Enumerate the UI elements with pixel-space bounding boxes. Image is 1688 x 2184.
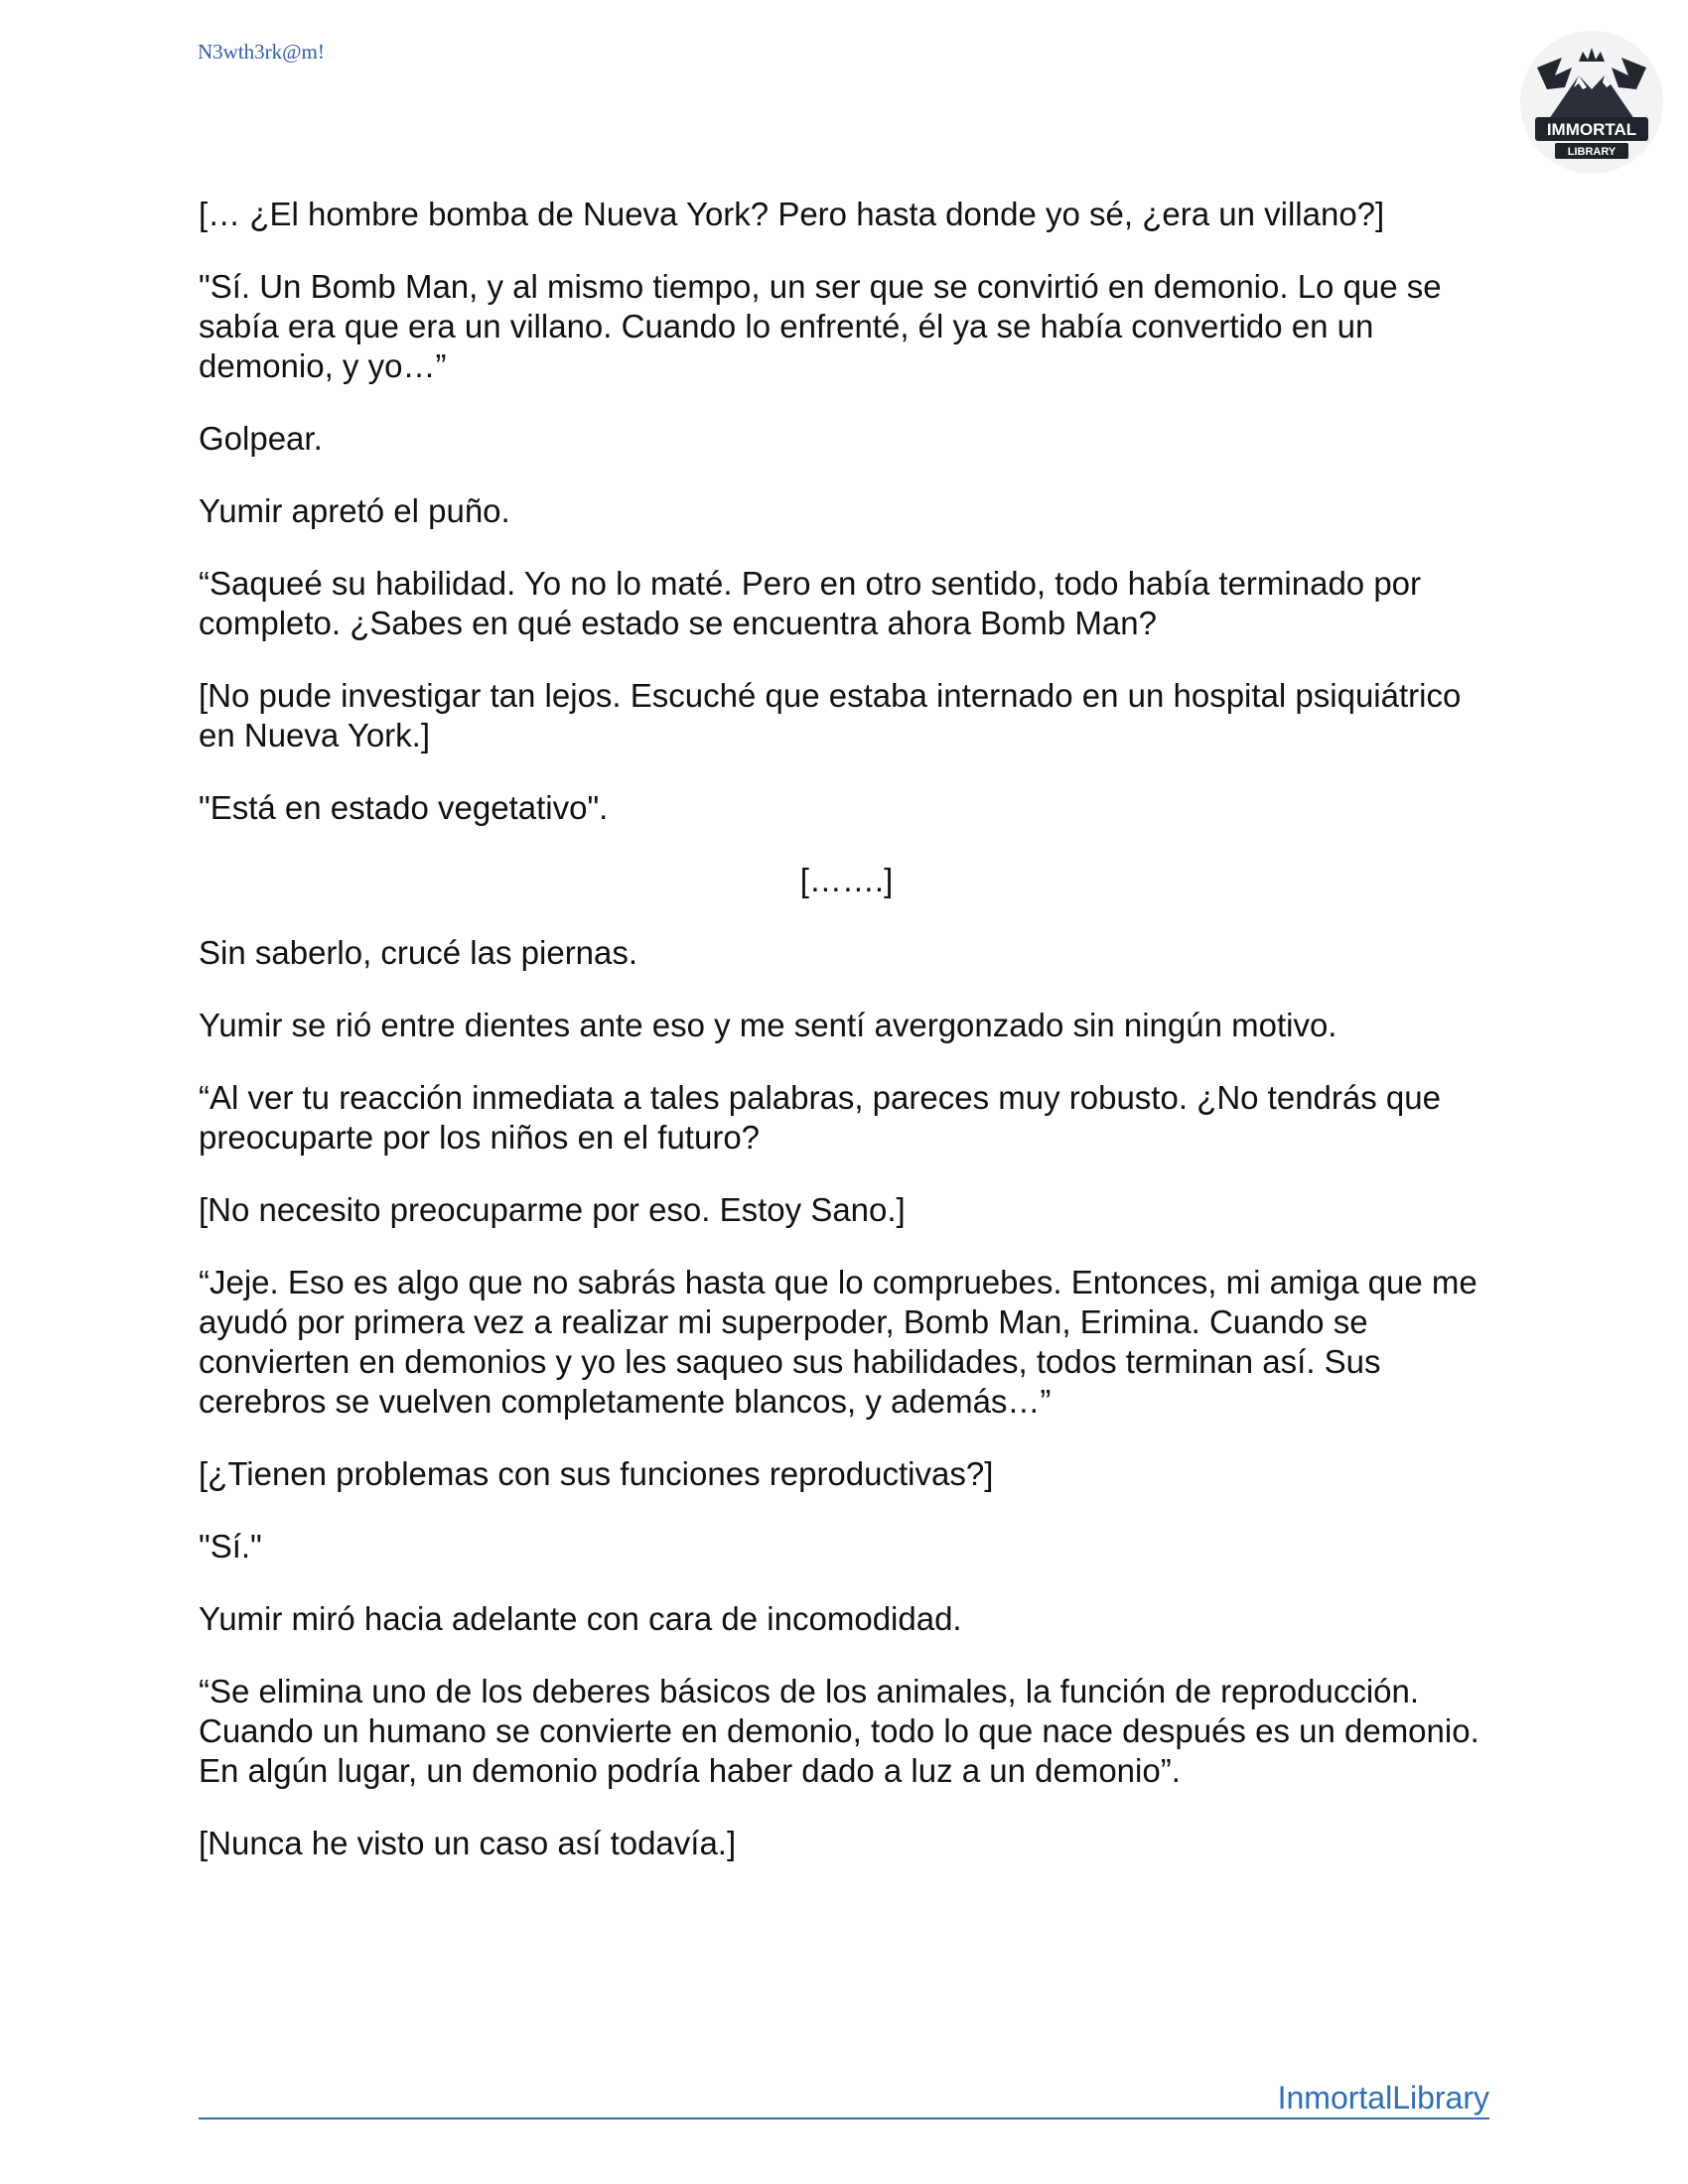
paragraph: “Saqueé su habilidad. Yo no lo maté. Pero en otro sentido, todo había terminado por completo. ¿Sabes en qué estado se encuentra ahora Bomb Man? [199, 565, 1422, 641]
paragraph: [¿Tienen problemas con sus funciones reproductivas?] [199, 1455, 994, 1492]
footer-divider [199, 2117, 1489, 2119]
footer-library-link[interactable]: InmortalLibrary [1277, 2080, 1489, 2116]
paragraph: Yumir miró hacia adelante con cara de incomodidad. [199, 1600, 962, 1637]
paragraph: [… ¿El hombre bomba de Nueva York? Pero hasta donde yo sé, ¿era un villano?] [199, 196, 1385, 232]
paragraph: “Al ver tu reacción inmediata a tales palabras, pareces muy robusto. ¿No tendrás que preocuparte por los niños en el futuro? [199, 1079, 1441, 1156]
translator-credit: N3wth3rk@m! [198, 40, 325, 64]
logo-line1: IMMORTAL [1546, 120, 1637, 139]
paragraph: "Está en estado vegetativo". [199, 789, 609, 826]
paragraph: “Jeje. Eso es algo que no sabrás hasta que lo compruebes. Entonces, mi amiga que me ayudó por primera vez a realizar mi superpoder, Bomb Man, Erimina. Cuando se convierten en demonios y yo les saqueo sus habilidades, todos terminan así. Sus cerebros se vuelven completamente blancos, y además…” [199, 1264, 1477, 1420]
paragraph: [No necesito preocuparme por eso. Estoy Sano.] [199, 1191, 906, 1228]
immortal-library-logo [1517, 28, 1666, 177]
paragraph: "Sí." [199, 1528, 262, 1565]
story-body [199, 195, 1494, 1896]
paragraph: Golpear. [199, 420, 323, 457]
paragraph: Yumir se rió entre dientes ante eso y me sentí avergonzado sin ningún motivo. [199, 1007, 1337, 1043]
paragraph: "Sí. Un Bomb Man, y al mismo tiempo, un ser que se convirtió en demonio. Lo que se sabía era que era un villano. Cuando lo enfrenté, él ya se había convertido en un demonio, y yo…” [199, 268, 1442, 384]
paragraph: [Nunca he visto un caso así todavía.] [199, 1825, 737, 1861]
paragraph-centered-ellipsis: […….] [799, 862, 894, 898]
paragraph: Sin saberlo, crucé las piernas. [199, 934, 638, 971]
logo-line2: LIBRARY [1567, 146, 1617, 158]
paragraph: Yumir apretó el puño. [199, 492, 510, 529]
paragraph: “Se elimina uno de los deberes básicos de los animales, la función de reproducción. Cuando un humano se convierte en demonio, todo lo que nace después es un demonio. En algún lugar, un demonio podría haber dado a luz a un demonio”. [199, 1673, 1479, 1789]
paragraph: [No pude investigar tan lejos. Escuché que estaba internado en un hospital psiquiátrico en Nueva York.] [199, 677, 1462, 753]
